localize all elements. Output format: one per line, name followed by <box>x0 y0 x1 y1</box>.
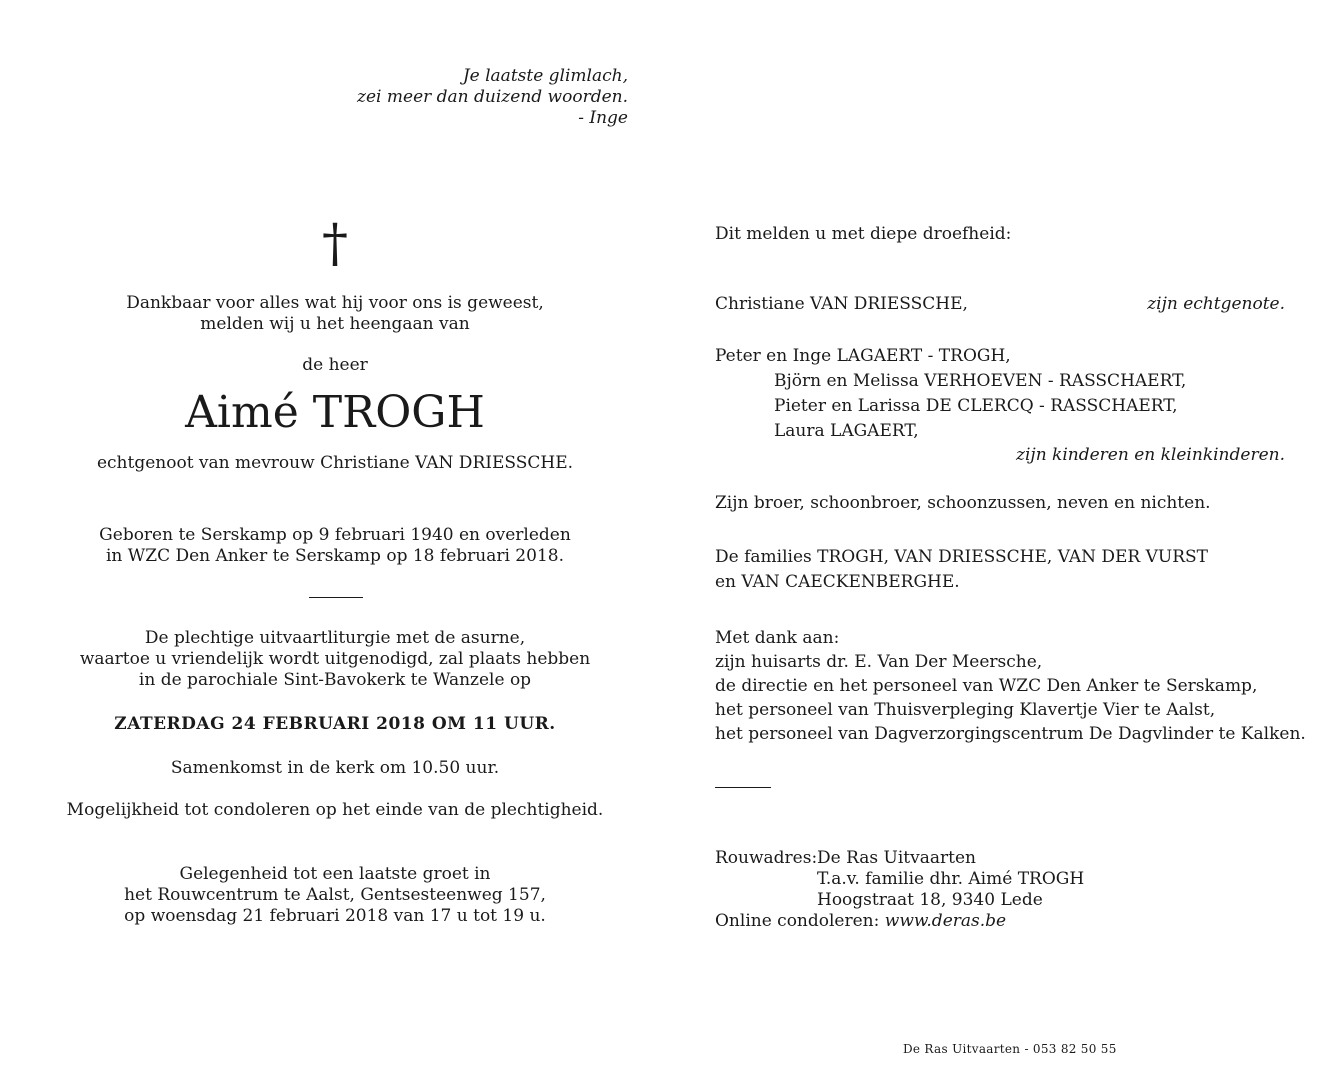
intro-line-2: melden wij u het heengaan van <box>200 314 470 334</box>
liturgy-line-2: waartoe u vriendelijk wordt uitgenodigd, zal plaats hebben <box>79 649 591 669</box>
address-line-3: Hoogstraat 18, 9340 Lede <box>817 890 1043 910</box>
born-line-2: in WZC Den Anker te Serskamp op 18 februari 2018. <box>106 546 564 566</box>
deceased-name: Aimé TROGH <box>185 387 485 438</box>
thanks-item: het personeel van Thuisverpleging Klavertje Vier te Aalst, <box>715 700 1216 720</box>
born-line-1: Geboren te Serskamp op 9 februari 1940 en overleden <box>99 525 571 545</box>
viewing-info <box>60 864 610 927</box>
online-url-link[interactable]: www.deras.be <box>884 911 1007 931</box>
grandchild-2: Pieter en Larissa DE CLERCQ - RASSCHAERT, <box>774 396 1178 416</box>
divider-left <box>309 597 363 598</box>
online-label: Online condoleren: <box>715 911 880 931</box>
meeting-time: Samenkomst in de kerk om 10.50 uur. <box>170 758 500 778</box>
announcement-heading: Dit melden u met diepe droefheid: <box>715 224 1012 244</box>
liturgy-info <box>40 628 630 691</box>
address-line-1: De Ras Uitvaarten <box>817 848 976 868</box>
grandchild-1: Björn en Melissa VERHOEVEN - RASSCHAERT, <box>774 371 1187 391</box>
children-role: zijn kinderen en kleinkinderen. <box>1016 445 1285 465</box>
condolence-note: Mogelijkheid tot condoleren op het einde van de plechtigheid. <box>66 800 604 820</box>
thanks-title: Met dank aan: <box>715 628 840 648</box>
spouse-name: Christiane VAN DRIESSCHE, <box>715 294 968 314</box>
quote-line-2: zei meer dan duizend woorden. <box>357 87 628 107</box>
children-list <box>715 344 1285 468</box>
footer-contact: De Ras Uitvaarten - 053 82 50 55 <box>903 1042 1117 1056</box>
families-line-2: en VAN CAECKENBERGHE. <box>715 572 960 592</box>
thanks-list <box>715 626 1306 746</box>
siblings-line: Zijn broer, schoonbroer, schoonzussen, neven en nichten. <box>715 493 1211 513</box>
families-line-1: De families TROGH, VAN DRIESSCHE, VAN DER VURST <box>715 547 1209 567</box>
greet-line-2: het Rouwcentrum te Aalst, Gentsesteenweg 157, <box>124 885 546 905</box>
birth-death-info <box>60 525 610 567</box>
intro-text <box>60 293 610 335</box>
families <box>715 545 1208 595</box>
quote-line-1: Je laatste glimlach, <box>462 66 628 86</box>
spouse-role: zijn echtgenote. <box>1147 294 1285 314</box>
spouse-row <box>715 294 1285 315</box>
thanks-item: de directie en het personeel van WZC Den Anker te Serskamp, <box>715 676 1258 696</box>
address-line-2: T.a.v. familie dhr. Aimé TROGH <box>817 869 1085 889</box>
opening-quote <box>300 66 628 129</box>
spouse-line: echtgenoot van mevrouw Christiane VAN DRIESSCHE. <box>96 453 574 473</box>
quote-author: - Inge <box>578 108 628 128</box>
liturgy-line-1: De plechtige uitvaartliturgie met de asurne, <box>144 628 526 648</box>
thanks-item: zijn huisarts dr. E. Van Der Meersche, <box>715 652 1043 672</box>
cross-icon: † <box>322 214 348 274</box>
greet-line-1: Gelegenheid tot een laatste groet in <box>179 864 491 884</box>
greet-line-3: op woensdag 21 februari 2018 van 17 u tot 19 u. <box>124 906 546 926</box>
child-1: Peter en Inge LAGAERT - TROGH, <box>715 346 1011 366</box>
funeral-date: ZATERDAG 24 FEBRUARI 2018 OM 11 UUR. <box>114 714 556 734</box>
grandchild-3: Laura LAGAERT, <box>774 421 919 441</box>
intro-line-1: Dankbaar voor alles wat hij voor ons is geweest, <box>126 293 544 313</box>
divider-right <box>715 787 771 788</box>
thanks-item: het personeel van Dagverzorgingscentrum De Dagvlinder te Kalken. <box>715 724 1306 744</box>
honorific: de heer <box>302 355 368 375</box>
address-label: Rouwadres: <box>715 848 818 868</box>
liturgy-line-3: in de parochiale Sint-Bavokerk te Wanzele op <box>138 670 532 690</box>
